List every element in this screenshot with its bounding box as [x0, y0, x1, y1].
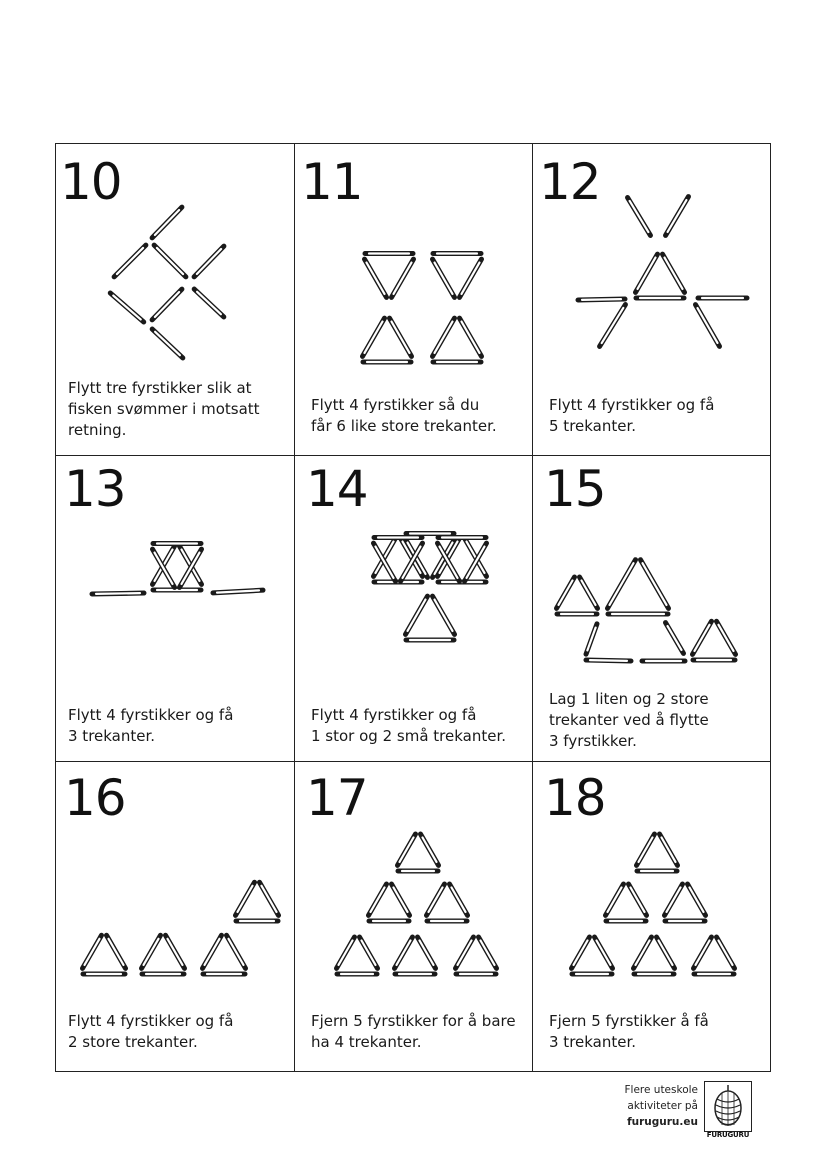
matchstick	[391, 259, 413, 297]
matchstick	[213, 590, 263, 593]
matchstick	[666, 197, 689, 236]
matchstick	[432, 318, 454, 356]
matchstick	[82, 935, 101, 968]
matchstick	[459, 259, 481, 297]
matchstick	[449, 884, 467, 915]
matchstick	[478, 937, 496, 968]
matchstick	[556, 577, 574, 608]
matchstick	[578, 299, 625, 300]
matchstick	[362, 318, 384, 356]
matchstick	[152, 207, 182, 238]
matchstick	[571, 937, 589, 968]
matchstick	[628, 884, 646, 915]
matchstick	[692, 621, 711, 654]
matchstick	[92, 593, 144, 594]
matchstick	[432, 596, 454, 634]
puzzle-instruction: Flytt 4 fyrstikker og få 2 store trekanter.	[68, 1012, 234, 1051]
matchstick	[426, 884, 444, 915]
logo-wordmark: FURUGURU	[706, 1131, 750, 1139]
matchstick	[594, 937, 612, 968]
puzzle-instruction: Flytt 4 fyrstikker så du får 6 like store trekanter.	[311, 396, 497, 435]
matchstick	[141, 935, 160, 968]
puzzle-number: 15	[544, 460, 606, 518]
matchstick	[664, 884, 682, 915]
matchstick	[455, 937, 473, 968]
matchstick	[417, 937, 435, 968]
matchstick	[110, 293, 143, 322]
matchstick	[364, 259, 386, 297]
footer-line: aktiviteter på	[627, 1100, 698, 1112]
matchstick	[368, 884, 386, 915]
matchstick	[389, 318, 411, 356]
footer-line: Flere uteskole	[624, 1084, 698, 1096]
matchstick	[662, 254, 684, 292]
puzzle-instruction: Lag 1 liten og 2 store trekanter ved å flytte 3 fyrstikker.	[549, 690, 709, 750]
matchstick	[259, 882, 278, 915]
matchstick	[636, 834, 654, 865]
matchstick	[600, 305, 626, 347]
matchstick	[628, 198, 651, 236]
matchstick	[635, 254, 657, 292]
matchstick	[579, 577, 597, 608]
puzzle-number: 17	[306, 769, 368, 827]
matchstick	[394, 937, 412, 968]
matchstick	[459, 318, 481, 356]
puzzle-number: 10	[60, 153, 122, 211]
matchstick	[114, 245, 146, 277]
matchstick	[716, 937, 734, 968]
puzzle-number: 18	[544, 769, 606, 827]
puzzle-instruction: Fjern 5 fyrstikker for å bare ha 4 trekanter.	[311, 1012, 516, 1051]
matchstick	[687, 884, 705, 915]
matchstick	[226, 935, 245, 968]
puzzle-instruction: Flytt 4 fyrstikker og få 1 stor og 2 små trekanter.	[311, 706, 507, 745]
puzzle-number: 14	[306, 460, 368, 518]
matchstick	[432, 259, 454, 297]
matchstick	[633, 937, 651, 968]
puzzle-number: 16	[64, 769, 126, 827]
matchstick	[397, 834, 415, 865]
matchstick	[405, 596, 427, 634]
matchstick	[716, 621, 735, 654]
puzzle-number: 11	[301, 153, 363, 211]
footer-site-link[interactable]: furuguru.eu	[627, 1116, 698, 1128]
puzzle-instruction: Fjern 5 fyrstikker å få 3 trekanter.	[549, 1012, 709, 1051]
matchstick	[420, 834, 438, 865]
matchstick	[605, 884, 623, 915]
matchstick	[659, 834, 677, 865]
matchstick	[695, 305, 719, 347]
matchstick	[202, 935, 221, 968]
puzzle-instruction: Flytt tre fyrstikker slik at fisken svømmer i motsatt retning.	[68, 379, 260, 439]
puzzle-instruction: Flytt 4 fyrstikker og få 5 trekanter.	[549, 396, 715, 435]
matchstick	[235, 882, 254, 915]
matchstick	[391, 884, 409, 915]
matchstick	[194, 246, 224, 277]
matchstick	[106, 935, 125, 968]
matchstick	[656, 937, 674, 968]
matchstick	[586, 624, 597, 654]
puzzle-number: 12	[539, 153, 601, 211]
matchstick	[152, 289, 182, 320]
matchstick	[336, 937, 354, 968]
footer-credit	[624, 1082, 698, 1130]
matchstick	[586, 660, 631, 661]
matchstick	[152, 329, 183, 358]
matchstick	[359, 937, 377, 968]
matchstick	[666, 623, 684, 654]
matchstick	[194, 289, 224, 317]
puzzle-instruction: Flytt 4 fyrstikker og få 3 trekanter.	[68, 706, 234, 745]
matchstick	[693, 937, 711, 968]
matchstick	[165, 935, 184, 968]
matchstick	[640, 560, 668, 609]
puzzle-number: 13	[64, 460, 126, 518]
matchstick	[607, 560, 635, 609]
matchstick	[154, 245, 186, 277]
